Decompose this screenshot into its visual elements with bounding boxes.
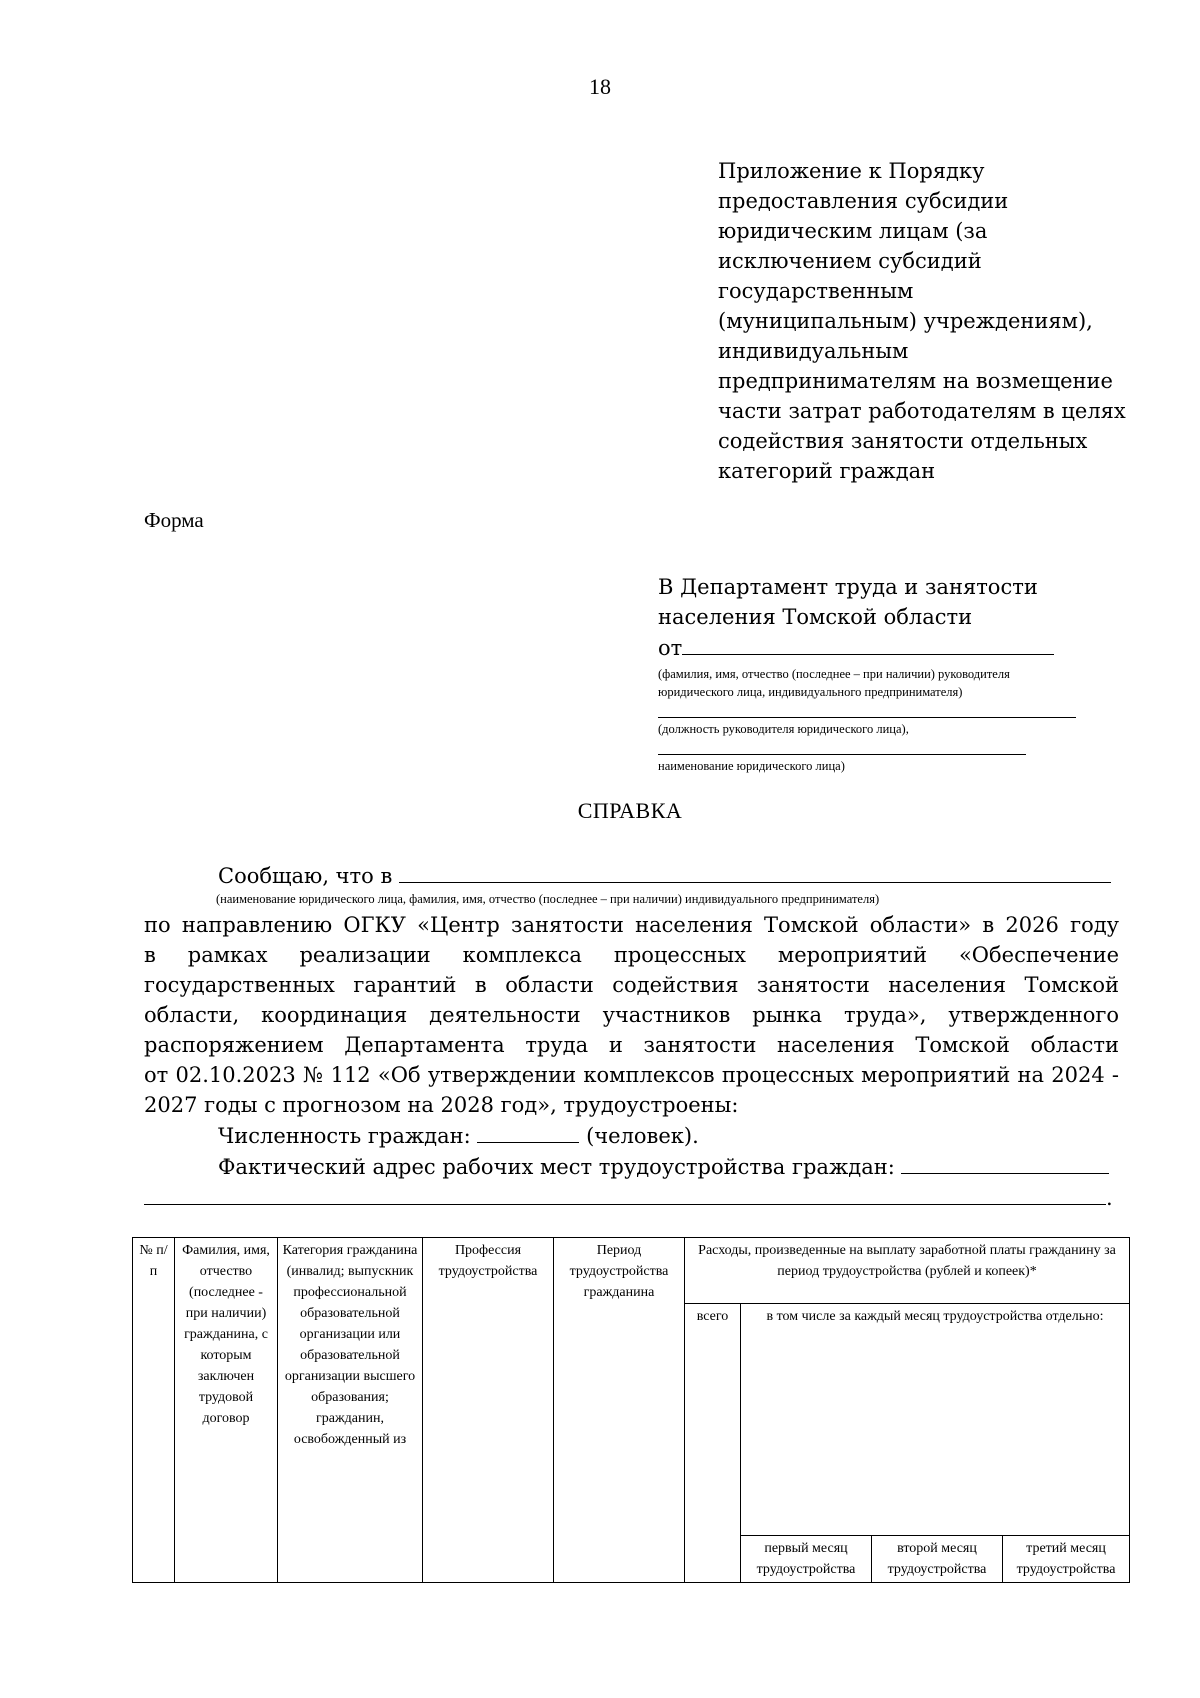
col-name-header: Фамилия, имя, отчество (последнее - при наличии) гражданина, с которым заключен трудовой договор: [175, 1238, 278, 1583]
appendix-line: части затрат работодателям в целях: [718, 399, 1126, 423]
body-line: в рамках реализации комплекса процессных мероприятий «Обеспечение: [144, 943, 1119, 967]
appendix-line: Приложение к Порядку: [718, 159, 985, 183]
month2-header: второй месяц трудоустройства: [872, 1536, 1003, 1583]
col-period-header: Период трудоустройства гражданина: [554, 1238, 685, 1583]
from-hint-2: юридического лица, индивидуального предпринимателя): [658, 685, 963, 699]
organization-field[interactable]: [658, 754, 1026, 755]
address-line: [144, 1151, 1119, 1182]
address-field-2[interactable]: [144, 1182, 1106, 1205]
month1-header: первый месяц трудоустройства: [741, 1536, 872, 1583]
appendix-line: предпринимателям на возмещение: [718, 369, 1113, 393]
page-number: 18: [589, 74, 611, 99]
appendix-line: государственным: [718, 279, 914, 303]
appendix-line: исключением субсидий: [718, 249, 982, 273]
col-category-header: Категория гражданина (инвалид; выпускник профессиональной образовательной организации или образовательной организации высшего образования; гражданин, освобожденный из: [278, 1238, 423, 1583]
from-label: от: [658, 636, 683, 660]
address-end: .: [1106, 1186, 1113, 1210]
appendix-line: юридическим лицам (за: [718, 219, 988, 243]
expenses-header: Расходы, произведенные на выплату заработной платы гражданину за период трудоустройства (рублей и копеек)*: [685, 1238, 1130, 1304]
body-line: области, координация деятельности участников рынка труда», утвержденного: [144, 1003, 1119, 1027]
address-continuation: [144, 1182, 1119, 1213]
employer-field[interactable]: [399, 860, 1111, 883]
body-line: по направлению ОГКУ «Центр занятости населения Томской области» в 2026 году: [144, 913, 1119, 937]
address-field-1[interactable]: [901, 1151, 1109, 1174]
from-hint-1: (фамилия, имя, отчество (последнее – при наличии) руководителя: [658, 667, 1010, 681]
form-label: Форма: [144, 508, 204, 532]
total-header: всего: [685, 1304, 741, 1583]
organization-hint: наименование юридического лица): [658, 759, 845, 773]
intro-text: Сообщаю, что в: [218, 864, 393, 888]
body-line: государственных гарантий в области содействия занятости населения Томской: [144, 973, 1119, 997]
addressee-block: [658, 572, 1138, 775]
body-line: 2027 годы с прогнозом на 2028 год», трудоустроены:: [144, 1093, 739, 1117]
from-line: [658, 632, 1138, 663]
body-line: распоряжением Департамента труда и занятости населения Томской области: [144, 1033, 1119, 1057]
count-line: [144, 1120, 1119, 1151]
employer-hint: (наименование юридического лица, фамилия, имя, отчество (последнее – при наличии) индивидуального предпринимателя): [216, 892, 880, 906]
count-field[interactable]: [477, 1120, 579, 1143]
addressee-line-1: В Департамент труда и занятости: [658, 575, 1038, 599]
appendix-line: предоставления субсидии: [718, 189, 1009, 213]
month3-header: третий месяц трудоустройства: [1003, 1536, 1130, 1583]
address-label: Фактический адрес рабочих мест трудоустройства граждан:: [218, 1155, 895, 1179]
monthly-header: в том числе за каждый месяц трудоустройства отдельно:: [741, 1304, 1130, 1536]
count-label: Численность граждан:: [218, 1124, 471, 1148]
employees-table: [132, 1237, 1130, 1583]
col-number-header: № п/ п: [133, 1238, 175, 1583]
appendix-line: индивидуальным: [718, 339, 909, 363]
position-hint: (должность руководителя юридического лица),: [658, 722, 909, 736]
document-title: СПРАВКА: [577, 798, 683, 823]
count-unit: (человек).: [586, 1124, 699, 1148]
intro-line: [144, 860, 1119, 891]
body-line: от 02.10.2023 № 112 «Об утверждении комплексов процессных мероприятий на 2024 -: [144, 1063, 1119, 1087]
from-field[interactable]: [682, 632, 1054, 655]
appendix-line: категорий граждан: [718, 459, 936, 483]
appendix-line: содействия занятости отдельных: [718, 429, 1088, 453]
appendix-caption: [718, 156, 1158, 486]
col-profession-header: Профессия трудоустройства: [423, 1238, 554, 1583]
body-paragraph: [144, 910, 1119, 1213]
appendix-line: (муниципальным) учреждениям),: [718, 309, 1093, 333]
position-field[interactable]: [658, 717, 1076, 718]
addressee-line-2: населения Томской области: [658, 605, 973, 629]
